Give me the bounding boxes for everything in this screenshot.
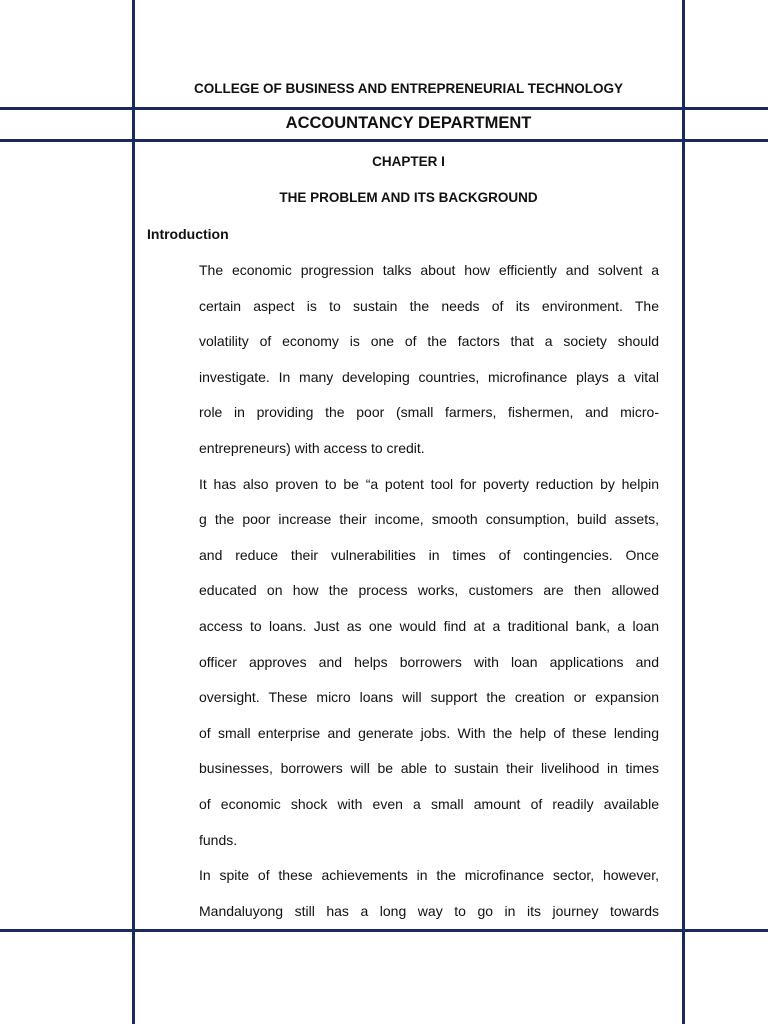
body-line: oversight. These micro loans will support the creation or expansion — [199, 689, 659, 706]
college-name: COLLEGE OF BUSINESS AND ENTREPRENEURIAL TECHNOLOGY — [193, 81, 624, 96]
body-line: educated on how the process works, customers are then allowed — [199, 582, 659, 599]
body-line: certain aspect is to sustain the needs of its environment. The — [199, 297, 659, 314]
body-line: The economic progression talks about how efficiently and solvent a — [199, 262, 659, 278]
body-line: of small enterprise and generate jobs. With the help of these lending — [199, 724, 659, 741]
body-line: funds. — [199, 831, 238, 848]
department-name: ACCOUNTANCY DEPARTMENT — [285, 114, 532, 132]
body-line: entrepreneurs) with access to credit. — [199, 440, 425, 456]
right-margin-rule — [682, 0, 685, 1024]
body-line: role in providing the poor (small farmers, fishermen, and micro- — [199, 404, 659, 421]
header-top-rule — [0, 107, 768, 110]
body-line: and reduce their vulnerabilities in times of contingencies. Once — [199, 546, 659, 563]
body-line: officer approves and helps borrowers with loan applications and — [199, 653, 659, 670]
body-line: investigate. In many developing countries, microfinance plays a vital — [199, 368, 659, 385]
body-line: businesses, borrowers will be able to sustain their livelihood in times — [199, 760, 659, 777]
body-line: g the poor increase their income, smooth consumption, build assets, — [199, 511, 659, 528]
body-line: Mandaluyong still has a long way to go in its journey towards — [199, 902, 659, 919]
footer-rule — [0, 929, 768, 932]
header-bottom-rule — [0, 139, 768, 142]
body-line: volatility of economy is one of the factors that a society should — [199, 333, 659, 350]
body-line: It has also proven to be “a potent tool for poverty reduction by helpin — [199, 475, 659, 492]
body-line: access to loans. Just as one would find at a traditional bank, a loan — [199, 618, 659, 634]
body-line: of economic shock with even a small amount of readily available — [199, 796, 659, 812]
body-line: In spite of these achievements in the microfinance sector, however, — [199, 867, 659, 884]
chapter-title: THE PROBLEM AND ITS BACKGROUND — [279, 190, 538, 205]
section-heading: Introduction — [147, 226, 229, 242]
chapter-label: CHAPTER I — [372, 154, 445, 169]
